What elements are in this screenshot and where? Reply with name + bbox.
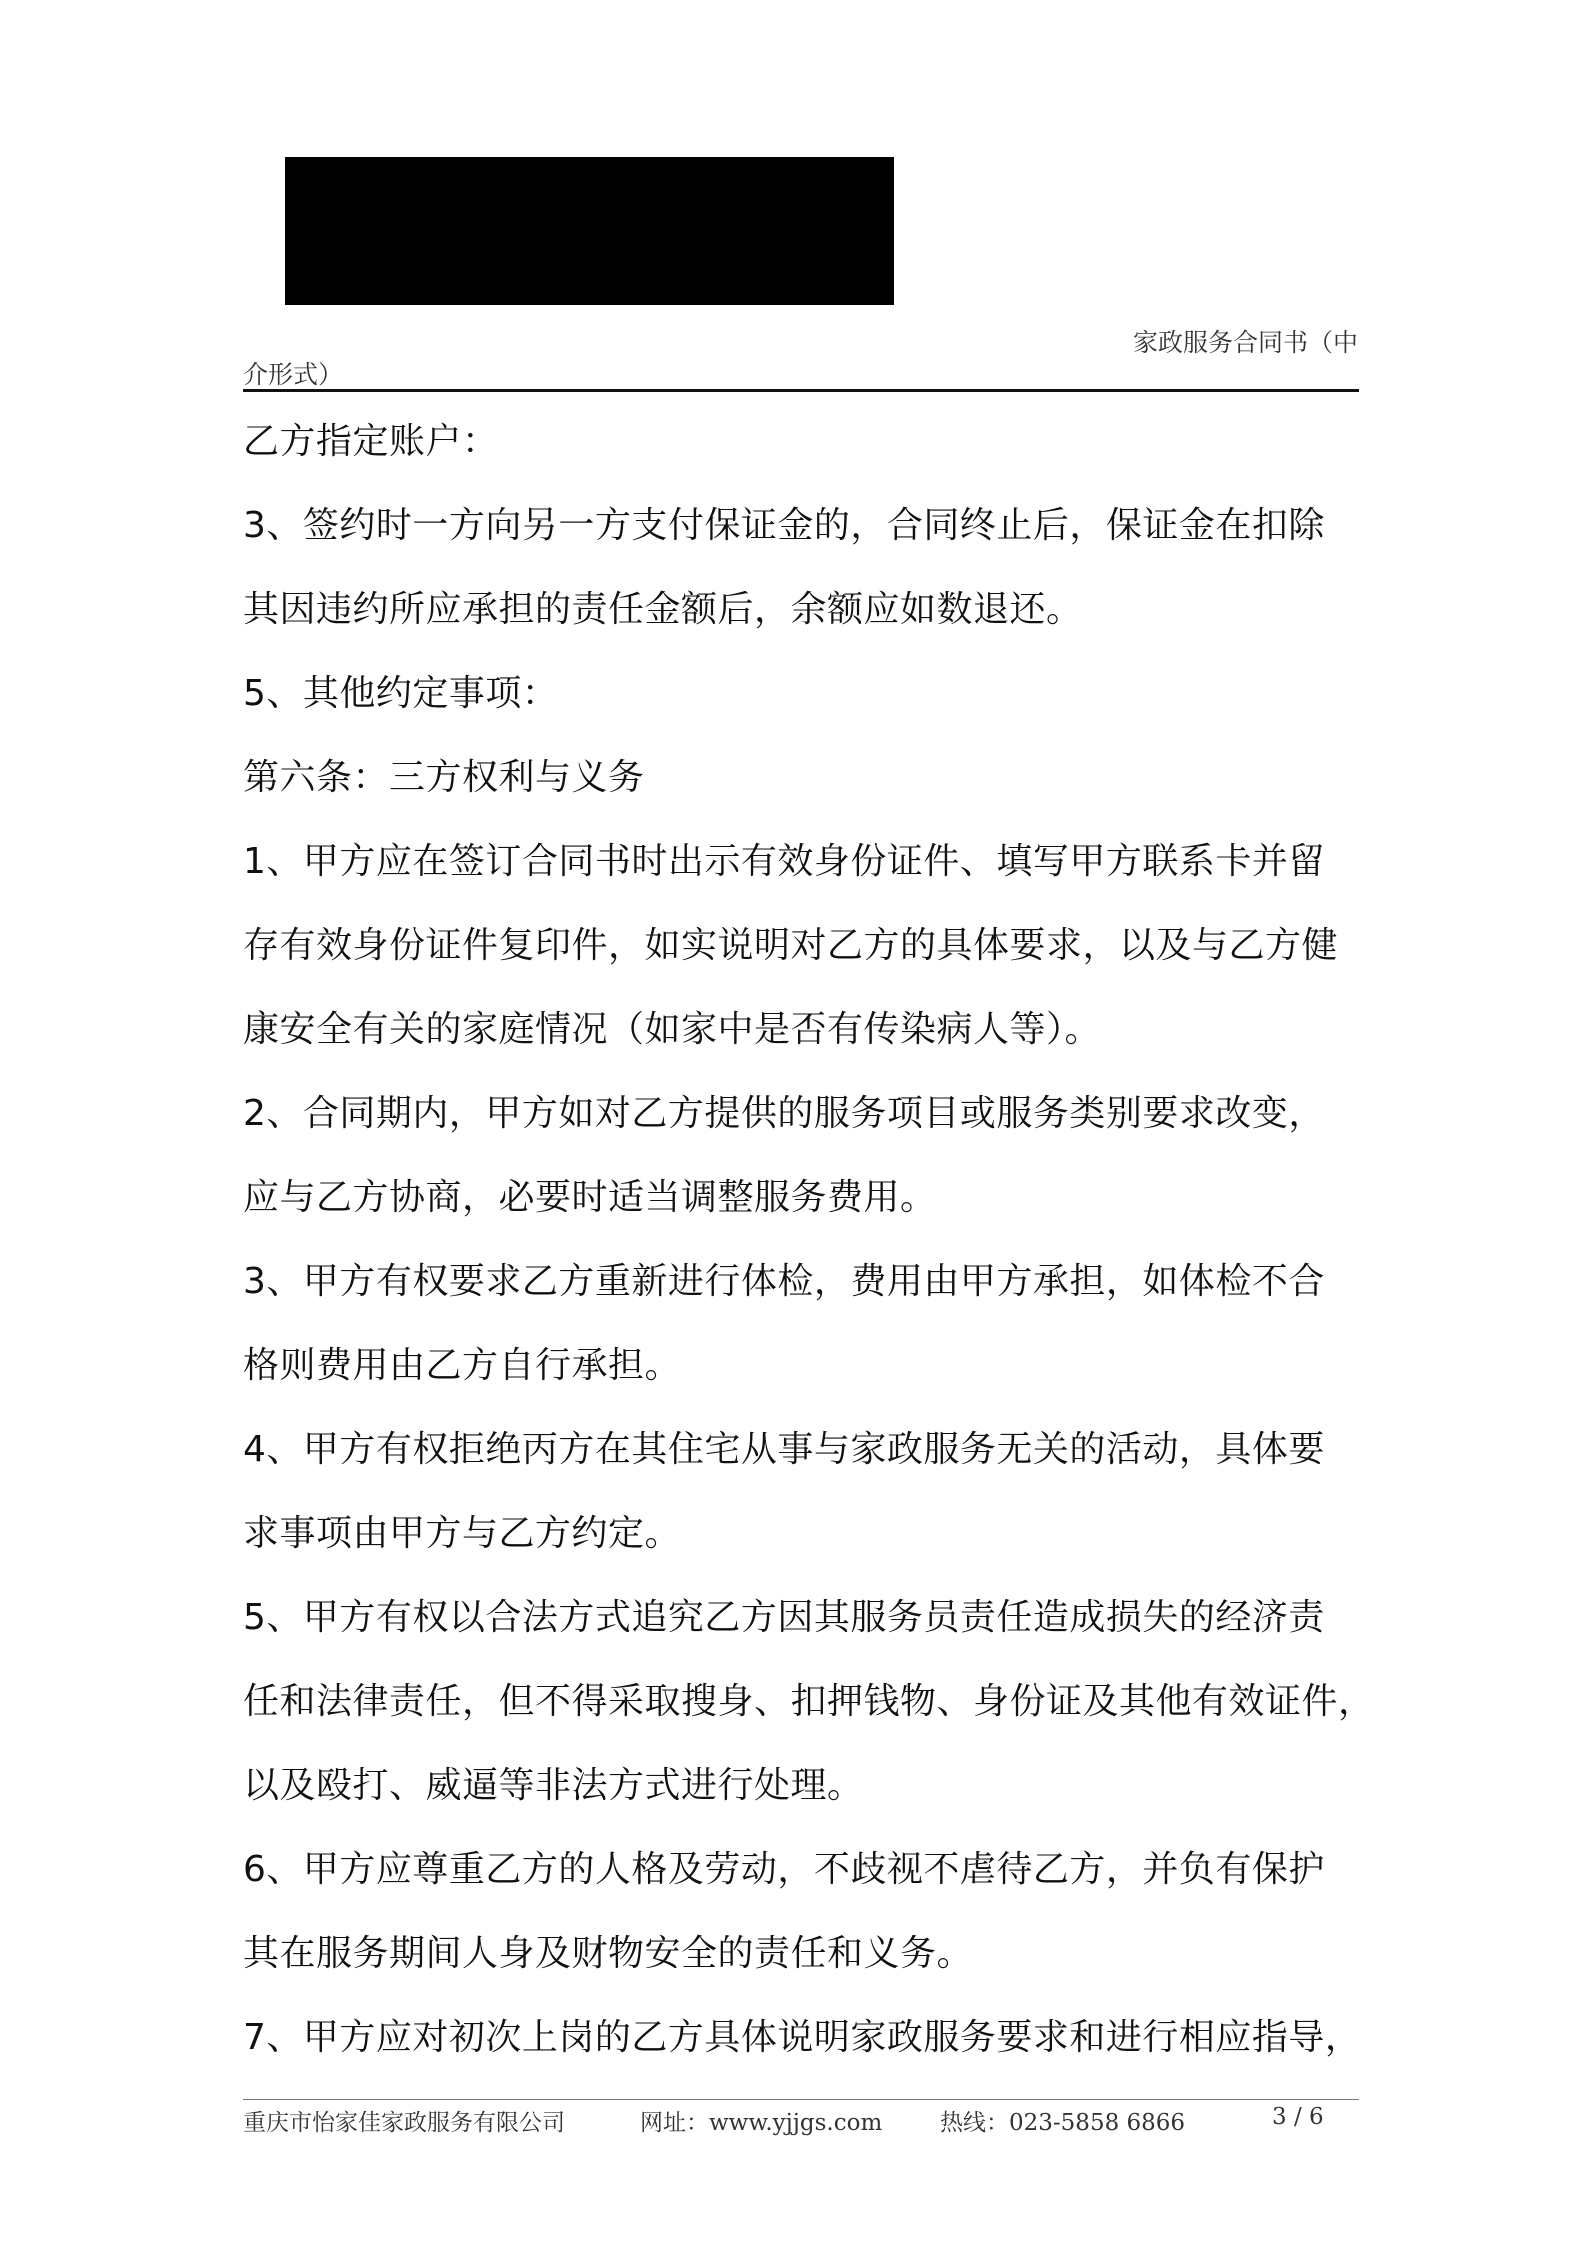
header-divider <box>243 389 1359 392</box>
page-number: 3 / 6 <box>1272 2104 1324 2130</box>
document-body <box>243 400 1375 2080</box>
text-line: 求事项由甲方与乙方约定。 <box>243 1513 682 1554</box>
footer-divider <box>243 2099 1359 2100</box>
text-line: 2、合同期内，甲方如对乙方提供的服务项目或服务类别要求改变， <box>243 1093 1325 1134</box>
text-line: 康安全有关的家庭情况（如家中是否有传染病人等）。 <box>243 1009 1102 1050</box>
footer-hotline: 热线：023-5858 6866 <box>940 2110 1186 2136</box>
header-title-line1: 家政服务合同书（中 <box>1132 328 1358 357</box>
text-line: 应与乙方协商，必要时适当调整服务费用。 <box>243 1177 937 1218</box>
text-line: 其因违约所应承担的责任金额后，余额应如数退还。 <box>243 589 1083 630</box>
section-heading: 第六条：三方权利与义务 <box>243 757 645 798</box>
header-title-line2: 介形式） <box>243 360 344 389</box>
redaction-block <box>285 157 894 305</box>
text-line: 以及殴打、威逼等非法方式进行处理。 <box>243 1765 864 1806</box>
text-line: 4、甲方有权拒绝丙方在其住宅从事与家政服务无关的活动，具体要 <box>243 1429 1325 1470</box>
footer-company: 重庆市怡家佳家政服务有限公司 <box>243 2110 565 2136</box>
footer-website: 网址：www.yjjgs.com <box>640 2110 883 2136</box>
text-line: 格则费用由乙方自行承担。 <box>243 1345 682 1386</box>
text-line: 3、签约时一方向另一方支付保证金的，合同终止后，保证金在扣除 <box>243 505 1325 546</box>
text-line: 5、甲方有权以合法方式追究乙方因其服务员责任造成损失的经济责 <box>243 1597 1325 1638</box>
text-line: 存有效身份证件复印件，如实说明对乙方的具体要求，以及与乙方健 <box>243 925 1339 966</box>
text-line: 乙方指定账户： <box>243 421 499 462</box>
text-line: 3、甲方有权要求乙方重新进行体检，费用由甲方承担，如体检不合 <box>243 1261 1325 1302</box>
text-line: 6、甲方应尊重乙方的人格及劳动，不歧视不虐待乙方，并负有保护 <box>243 1849 1325 1890</box>
text-line: 5、其他约定事项： <box>243 673 559 714</box>
text-line: 1、甲方应在签订合同书时出示有效身份证件、填写甲方联系卡并留 <box>243 841 1325 882</box>
text-line: 7、甲方应对初次上岗的乙方具体说明家政服务要求和进行相应指导， <box>243 2017 1362 2058</box>
text-line: 任和法律责任，但不得采取搜身、扣押钱物、身份证及其他有效证件， <box>243 1681 1375 1722</box>
text-line: 其在服务期间人身及财物安全的责任和义务。 <box>243 1933 974 1974</box>
